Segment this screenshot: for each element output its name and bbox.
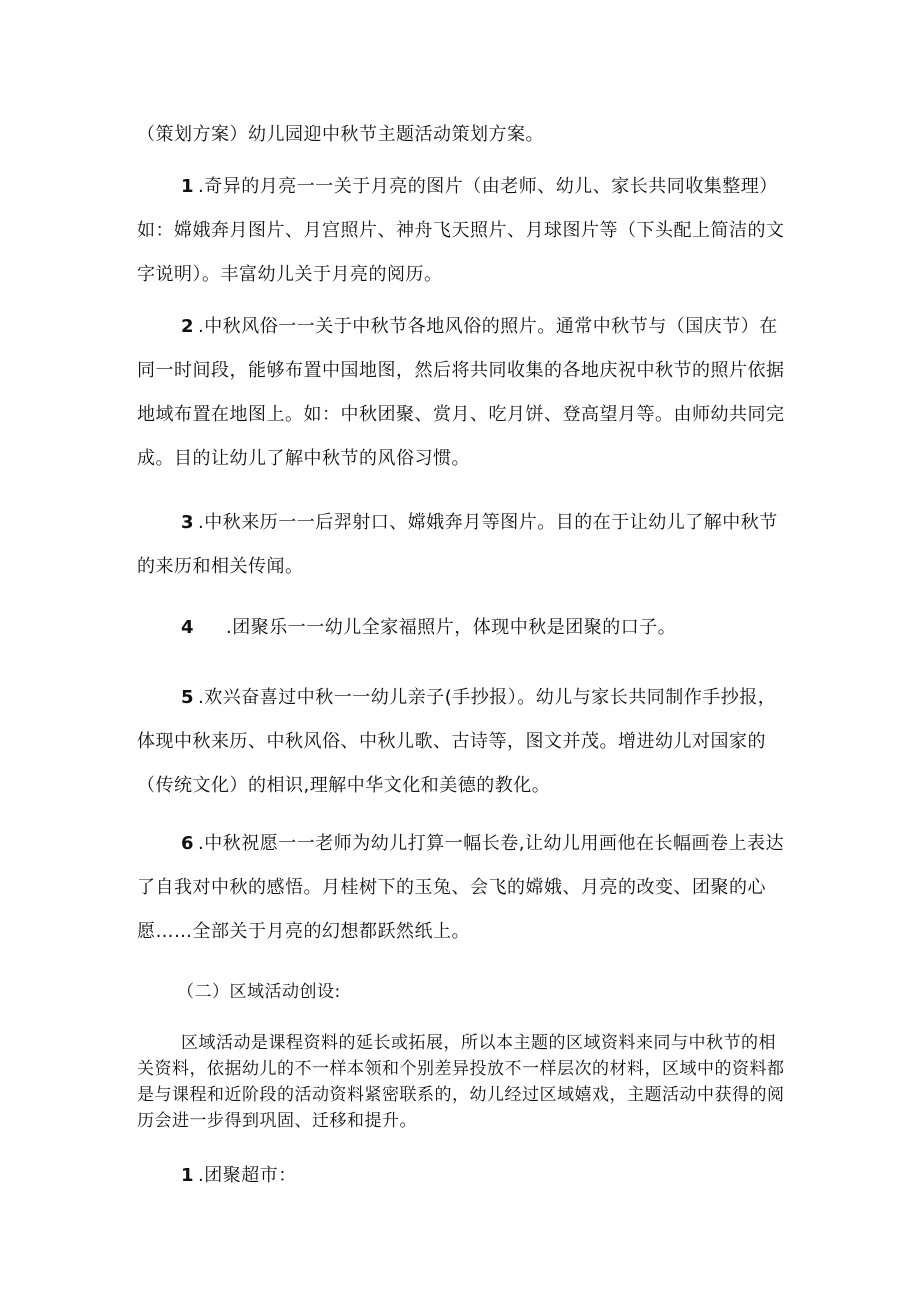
item-1-paragraph [137,165,787,297]
item-1-number: 1 [181,176,195,197]
item-5-number: 5 [181,687,195,708]
sub-item-1-paragraph [137,1154,787,1198]
item-6-paragraph [137,822,787,954]
sub-item-1-text: .团聚超市： [198,1165,297,1186]
item-3-number: 3 [181,512,195,533]
item-3-paragraph [137,501,787,589]
intro-text: （策划方案）幼儿园迎中秋节主题活动策划方案。 [137,124,544,145]
intro-paragraph [137,113,787,157]
item-4-paragraph [137,606,787,650]
section-heading-text: （二）区域活动创设: [177,982,341,1002]
section-body-text: 区域活动是课程资料的延长或拓展，所以本主题的区域资料来同与中秋节的相关资料，依据幼儿的不一样本领和个别差异投放不一样层次的材料，区域中的资料都是与课程和近阶段的活动资料紧密联系的，幼儿经过区域嬉戏，主题活动中获得的阅历会进一步得到巩固、迁移和提升。 [137,1033,785,1131]
item-2-paragraph [137,305,787,481]
item-4-number: 4 [181,617,195,638]
item-1-text: .奇异的月亮一一关于月亮的图片（由老师、幼儿、家长共同收集整理）如：嫦娥奔月图片、月宫照片、神舟飞天照片、月球图片等（下头配上简洁的文字说明）。丰富幼儿关于月亮的阅历。 [137,176,785,285]
item-5-paragraph [137,676,787,808]
item-2-text: .中秋风俗一一关于中秋节各地风俗的照片。通常中秋节与（国庆节）在同一时间段，能够布置中国地图，然后将共同收集的各地庆祝中秋节的照片依据地域布置在地图上。如：中秋团聚、赏月、吃月饼、登高望月等。由师幼共同完成。目的让幼儿了解中秋节的风俗习惯。 [137,316,785,469]
item-6-text: .中秋祝愿一一老师为幼儿打算一幅长卷,让幼儿用画他在长幅画卷上表达了自我对中秋的感悟。月桂树下的玉兔、会飞的嫦娥、月亮的改变、团聚的心愿……全部关于月亮的幻想都跃然纸上。 [137,833,784,942]
item-5-text: .欢兴奋喜过中秋一一幼儿亲子(手抄报）。幼儿与家长共同制作手抄报，体现中秋来历、中秋风俗、中秋儿歌、古诗等，图文并茂。增进幼儿对国家的（传统文化）的相识,理解中华文化和美德的教化。 [137,687,777,796]
section-heading [137,970,827,1014]
item-3-text: .中秋来历一一后羿射口、嫦娥奔月等图片。目的在于让幼儿了解中秋节的来历和相关传闻。 [137,512,778,577]
item-4-text: .团聚乐一一幼儿全家福照片，体现中秋是团聚的口子。 [226,617,677,638]
item-6-number: 6 [181,833,195,854]
section-body-paragraph [137,1030,787,1134]
item-2-number: 2 [181,316,195,337]
sub-item-1-number: 1 [181,1165,195,1186]
